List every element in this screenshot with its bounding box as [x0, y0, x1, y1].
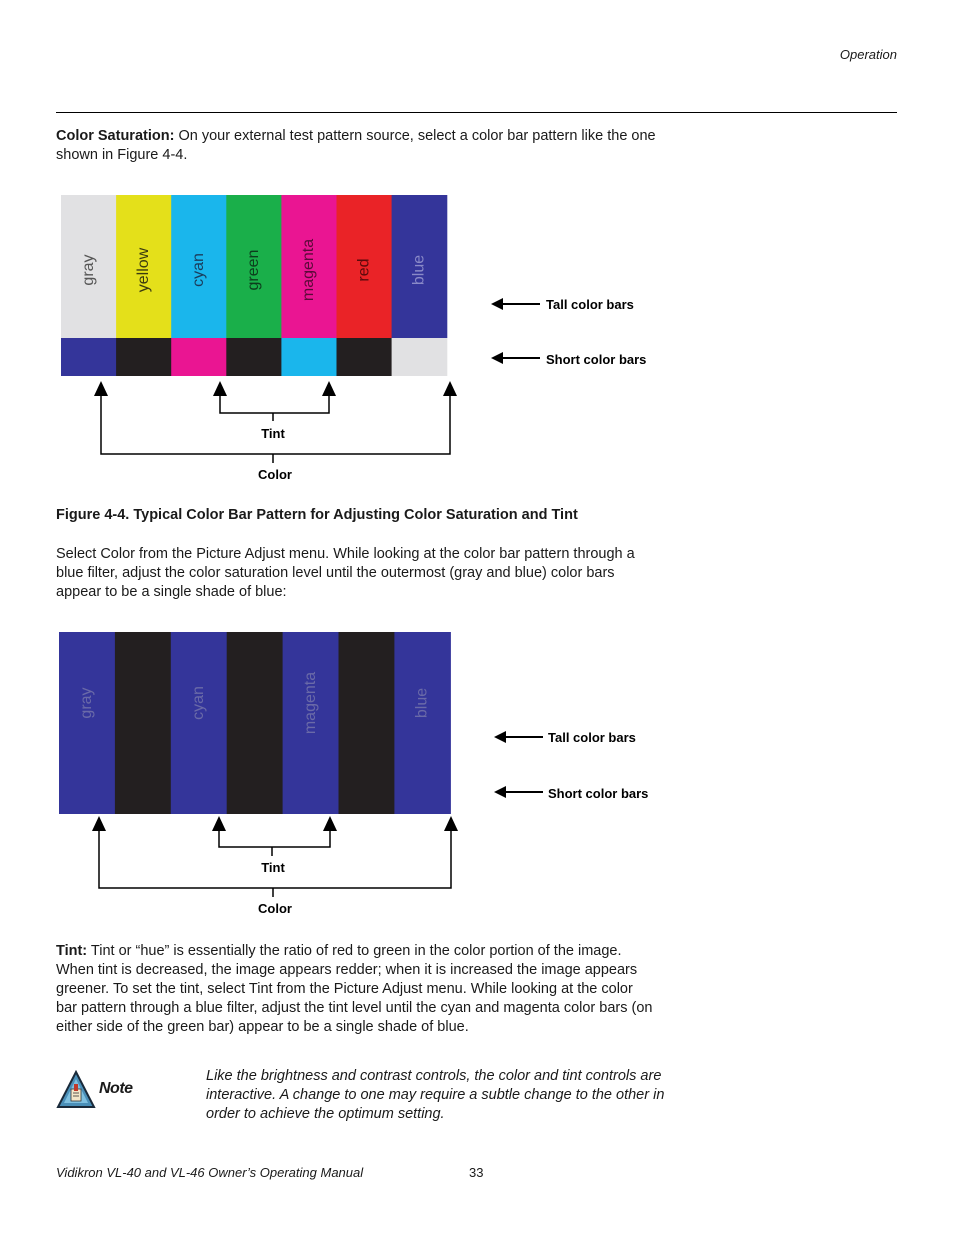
color-arrowhead-right: [443, 381, 457, 396]
filtered-bar-6: [339, 632, 396, 814]
note-text: Like the brightness and contrast controls, the color and tint controls are interactive. A change to one may require a subtle change to the other in order to achieve the optimum setting.: [206, 1068, 665, 1122]
filtered-bar-label-gray: gray: [78, 687, 96, 719]
short-bar-1: [61, 338, 117, 376]
figure-color-bars: [0, 0, 954, 500]
bar-label-blue: blue: [410, 254, 428, 286]
bar-label-magenta: magenta: [300, 238, 318, 302]
tint-lead: Tint:: [56, 943, 88, 959]
short-bar-2: [116, 338, 172, 376]
tall-bars-arrowhead: [491, 298, 503, 310]
filtered-bar-2: [115, 632, 171, 814]
tint-arrowhead-left-2: [212, 816, 226, 831]
filtered-bar-label-blue: blue: [413, 687, 431, 719]
tall-bars-label-2: Tall color bars: [548, 730, 636, 745]
color-arrowhead-left-2: [92, 816, 106, 831]
tint-bracket: [220, 395, 329, 413]
color-label-2: Color: [258, 901, 292, 916]
filtered-bar-label-cyan: cyan: [189, 686, 207, 720]
filtered-bar-label-magenta: magenta: [301, 671, 319, 735]
bar-label-red: red: [355, 258, 373, 282]
filtered-bar-1: [59, 632, 116, 814]
filtered-bar-7: [394, 632, 451, 814]
filtered-bar-3: [171, 632, 228, 814]
filtered-bars-group: [59, 632, 451, 814]
bar-label-cyan: cyan: [189, 253, 207, 287]
page-number: 33: [469, 1165, 484, 1180]
short-bar-4: [226, 338, 282, 376]
short-bars-arrowhead-2: [494, 786, 506, 798]
tint-arrowhead-left: [213, 381, 227, 396]
short-bars-group: [61, 338, 447, 376]
tint-bracket-2: [219, 830, 330, 847]
tint-arrowhead-right-2: [323, 816, 337, 831]
figure-caption: Figure 4-4. Typical Color Bar Pattern for Adjusting Color Saturation and Tint: [56, 507, 578, 523]
short-bars-arrowhead: [491, 352, 503, 364]
color-bracket: [101, 395, 450, 454]
intro-lead: Color Saturation:: [56, 128, 175, 144]
filtered-bar-4: [227, 632, 284, 814]
short-bars-label: Short color bars: [546, 352, 647, 367]
footer-manual-title: Vidikron VL-40 and VL-46 Owner’s Operating Manual: [56, 1165, 364, 1180]
color-arrowhead-left: [94, 381, 108, 396]
note-label: Note: [99, 1080, 133, 1097]
tall-bars-label: Tall color bars: [546, 297, 634, 312]
bar-label-yellow: yellow: [134, 247, 152, 293]
short-bar-6: [337, 338, 393, 376]
color-label: Color: [258, 467, 292, 482]
short-bar-7: [392, 338, 448, 376]
running-header: Operation: [839, 47, 897, 62]
figure-blue-filter-bars: [0, 600, 954, 930]
intro-text: On your external test pattern source, select a color bar pattern like the one shown in Figure 4-4.: [56, 128, 656, 163]
saturation-paragraph: Select Color from the Picture Adjust menu. While looking at the color bar pattern through a blue filter, adjust the color saturation level until the outermost (gray and blue) color bars appear to be a single shade of blue:: [56, 546, 635, 600]
tint-paragraph: [56, 942, 656, 1037]
color-bracket-2: [99, 830, 451, 888]
tint-label: Tint: [261, 426, 285, 441]
bar-label-green: green: [245, 249, 263, 291]
color-arrowhead-right-2: [444, 816, 458, 831]
tint-label-2: Tint: [261, 860, 285, 875]
tint-arrowhead-right: [322, 381, 336, 396]
short-bar-5: [281, 338, 337, 376]
short-bars-label-2: Short color bars: [548, 786, 649, 801]
tall-bars-arrowhead-2: [494, 731, 506, 743]
short-bar-3: [171, 338, 227, 376]
tint-text: Tint or “hue” is essentially the ratio of red to green in the color portion of the image. When tint is decreased, the image appears redder; when it is increased the image appears greener. To set the tint, select Tint from the Picture Adjust menu. While looking at the color bar pattern through a blue filter, adjust the tint level until the cyan and magenta color bars (on either side of the green bar) appear to be a single shade of blue.: [56, 943, 653, 1035]
note-warning-icon: [56, 1070, 98, 1110]
bar-label-gray: gray: [79, 254, 97, 286]
